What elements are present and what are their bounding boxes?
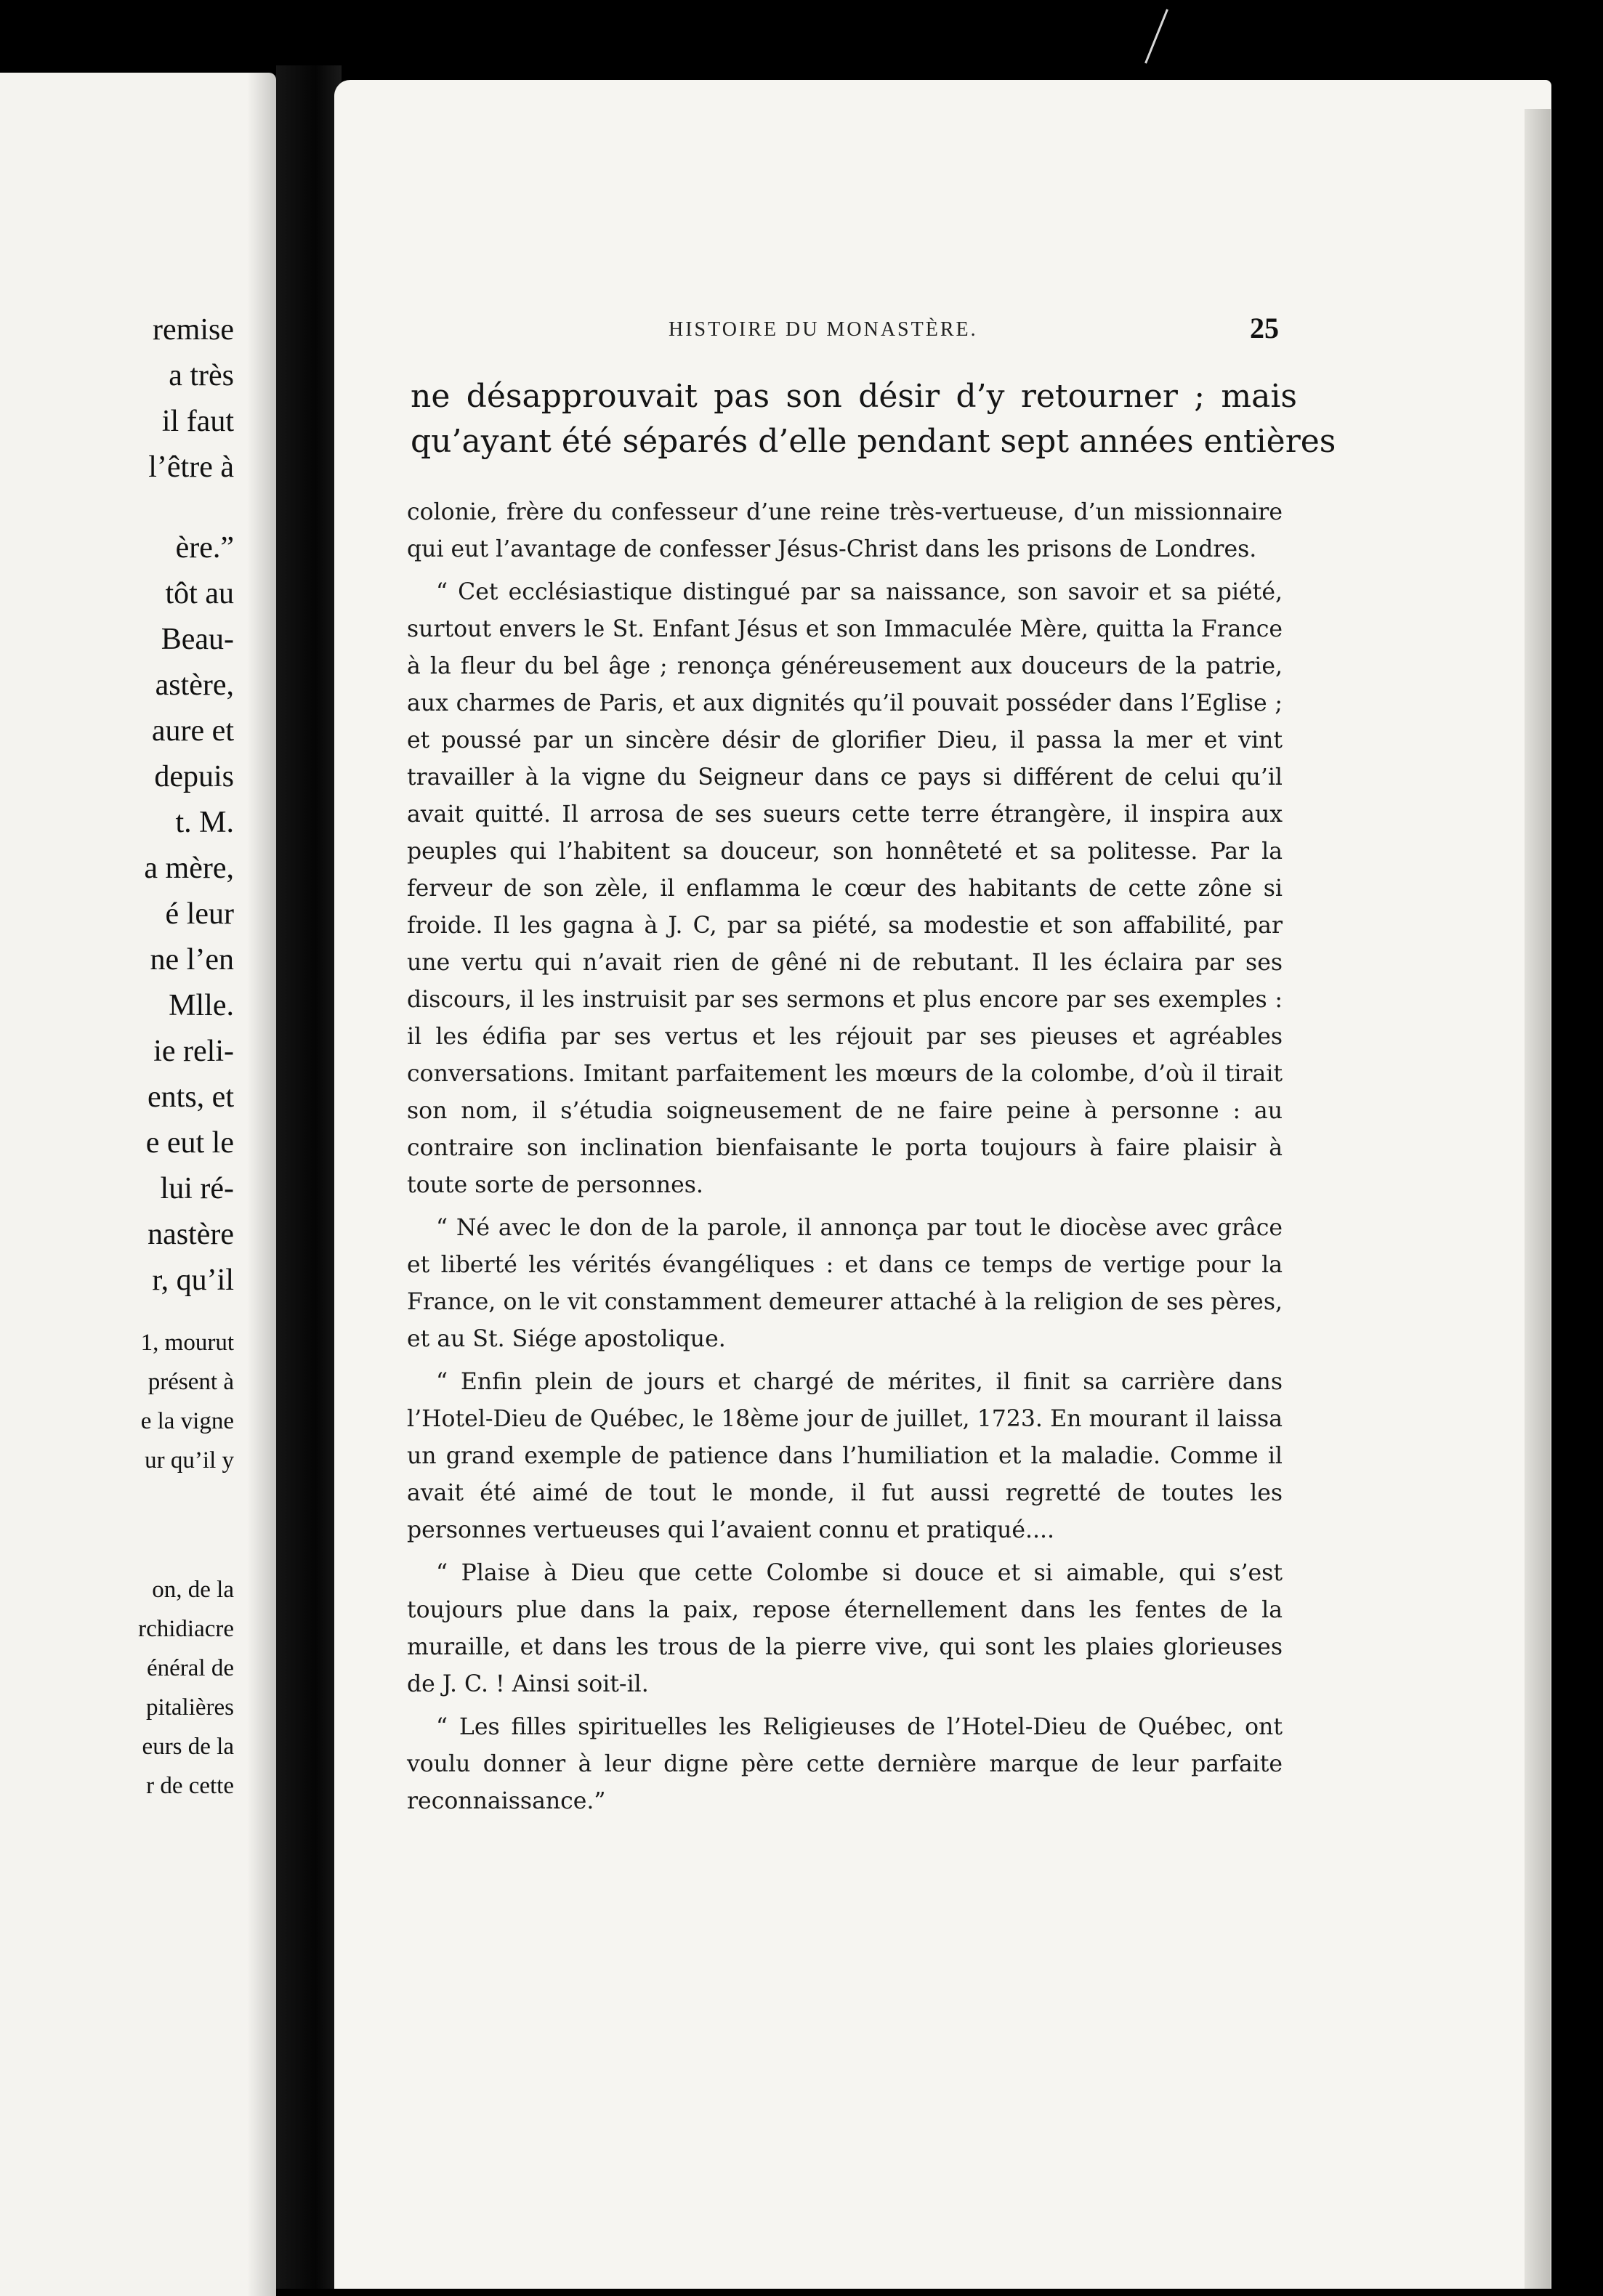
large-text-line-1: ne désapprouvait pas son désir d’y retourner ; mais <box>411 378 1297 415</box>
running-head: HISTOIRE DU MONASTÈRE. <box>669 318 978 341</box>
left-fragment-line: tôt au <box>165 577 234 610</box>
paragraph-1: colonie, frère du confesseur d’une reine très-vertueuse, d’un missionnaire qui eut l’avantage de confesser Jésus-Christ dans les prisons de Londres. <box>407 499 1283 562</box>
left-fragment-line: ère.” <box>175 531 234 565</box>
left-fragment-line: ne l’en <box>150 943 234 977</box>
left-fragment-line: nastère <box>148 1218 234 1251</box>
left-fragment-line: pitalières <box>146 1694 234 1721</box>
left-fragment-line: ur qu’il y <box>145 1447 234 1474</box>
left-fragment-line: astère, <box>155 668 234 702</box>
left-fragment-line: présent à <box>148 1369 234 1395</box>
left-page-gutter <box>247 73 276 2296</box>
page-number: 25 <box>1250 312 1279 344</box>
left-fragment-line: 1, mourut <box>140 1330 234 1356</box>
paragraph-4: “ Enfin plein de jours et chargé de mérites, il finit sa carrière dans l’Hotel-Dieu de Québec, le 18ème jour de juillet, 1723. En mourant il laissa un grand exemple de patience dans l’humiliation et la maladie. Comme il avait été aimé de tout le monde, il fut aussi regretté de toutes les personnes vertueuses qui l’avaient connu et pratiqué.... <box>407 1369 1283 1543</box>
left-fragment-line: rchidiacre <box>138 1616 234 1642</box>
book-spine <box>276 65 342 2289</box>
left-page <box>0 73 276 2296</box>
left-fragment-line: ie reli- <box>153 1035 234 1068</box>
left-fragment-line: e la vigne <box>140 1408 234 1434</box>
left-fragment-line: lui ré- <box>160 1172 234 1205</box>
left-fragment-line: r, qu’il <box>152 1264 234 1297</box>
paragraph-5: “ Plaise à Dieu que cette Colombe si douce et si aimable, qui s’est toujours plue dans la paix, repose éternellement dans les fentes de la muraille, et dans les trous de la pierre vive, qui sont les plaies glorieuses de J. C. ! Ainsi soit-il. <box>407 1560 1283 1697</box>
left-fragment-line: remise <box>153 313 234 347</box>
left-fragment-line: t. M. <box>175 806 234 839</box>
paragraph-6: “ Les filles spirituelles les Religieuses de l’Hotel-Dieu de Québec, ont voulu donner à leur digne père cette dernière marque de leur parfaite reconnaissance.” <box>407 1714 1283 1814</box>
left-fragment-line: l’être à <box>148 450 234 484</box>
left-fragment-line: aure et <box>151 714 234 748</box>
left-fragment-line: énéral de <box>147 1655 234 1681</box>
left-fragment-line: depuis <box>154 760 234 793</box>
left-fragment-line: eurs de la <box>142 1734 234 1760</box>
corner-mark <box>1144 9 1168 63</box>
large-type-block <box>411 374 1336 464</box>
left-fragment-line: Mlle. <box>169 989 234 1022</box>
left-fragment-line: ents, et <box>148 1080 234 1114</box>
large-text-line-2: qu’ayant été séparés d’elle pendant sept années entières <box>411 423 1336 460</box>
body-text <box>407 494 1283 1826</box>
left-fragment-line: r de cette <box>146 1773 234 1799</box>
left-fragment-line: on, de la <box>152 1577 234 1603</box>
page-edge <box>1525 109 1551 2289</box>
paragraph-2: “ Cet ecclésiastique distingué par sa naissance, son savoir et sa piété, surtout envers le St. Enfant Jésus et son Immaculée Mère, quitta la France à la fleur du bel âge ; renonça généreusement aux douceurs de la patrie, aux charmes de Paris, et aux dignités qu’il pouvait posséder dans l’Eglise ; et poussé par un sincère désir de glorifier Dieu, il passa la mer et vint travailler à la vigne du Seigneur dans ce pays si différent de celui qu’il avait quitté. Il arrosa de ses sueurs cette terre étrangère, il inspira aux peuples qui l’habitent sa douceur, son honnêteté et sa politesse. Par la ferveur de son zèle, il enflamma le cœur des habitants de cette zône si froide. Il les gagna à J. C, par sa piété, sa modestie et son affabilité, par une vertu qui n’avait rien de gêné ni de rebutant. Il les éclaira par ses discours, il les instruisit par ses sermons et plus encore par ses exemples : il les édifia par ses vertus et les réjouit par ses pieuses et agréables conversations. Imitant parfaitement les mœurs de la colombe, d’où il tirait son nom, il s’étudia soigneusement de ne faire peine à personne : au contraire son inclination bienfaisante le porta toujours à faire plaisir à toute sorte de personnes. <box>407 579 1283 1198</box>
left-fragment-line: a mère, <box>144 852 234 885</box>
left-fragment-line: il faut <box>161 405 234 438</box>
left-fragment-line: e eut le <box>145 1126 234 1160</box>
left-fragment-line: é leur <box>165 897 234 931</box>
left-fragment-line: a très <box>169 359 234 392</box>
paragraph-3: “ Né avec le don de la parole, il annonça par tout le diocèse avec grâce et liberté les vérités évangéliques : et dans ce temps de vertige pour la France, on le vit constamment demeurer attaché à la religion de ses pères, et au St. Siége apostolique. <box>407 1215 1283 1352</box>
left-fragment-line: Beau- <box>161 623 234 656</box>
